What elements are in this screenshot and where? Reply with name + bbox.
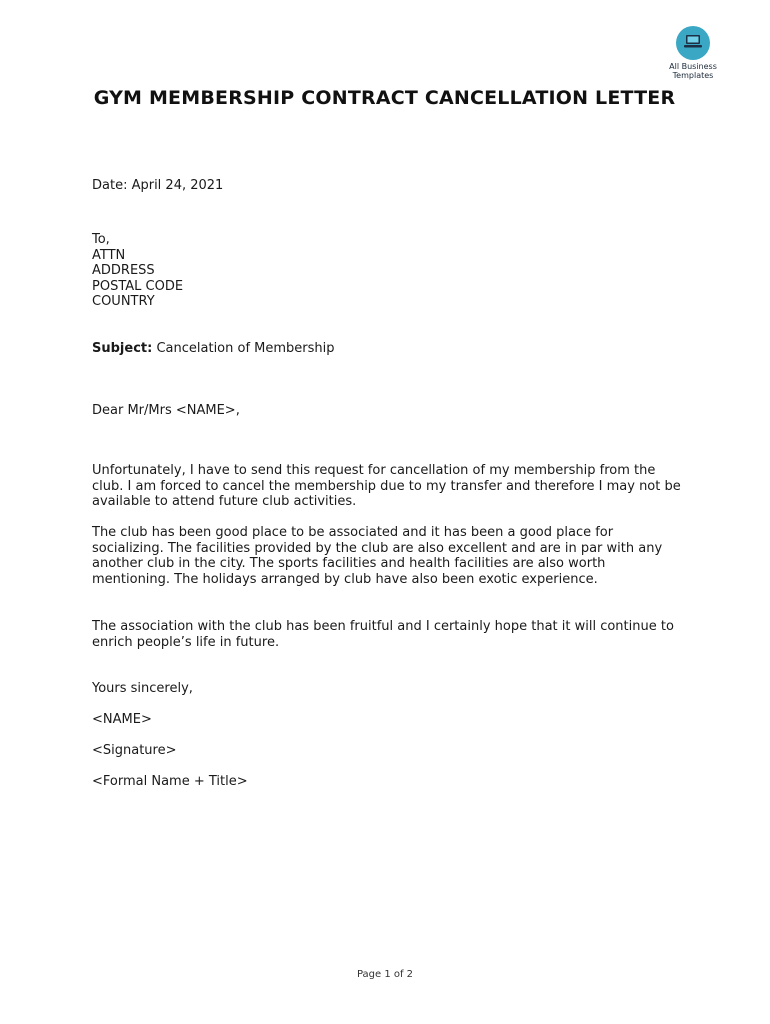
- subject-label: Subject:: [92, 341, 153, 356]
- page-number: Page 1 of 2: [356, 969, 414, 980]
- logo-line-2: Templates: [672, 71, 714, 80]
- sender-signature: <Signature>: [92, 743, 177, 758]
- letter-date: Date: April 24, 2021: [92, 178, 224, 193]
- letter-title: GYM MEMBERSHIP CONTRACT CANCELLATION LETTER: [93, 87, 676, 109]
- body-paragraph-2: The club has been good place to be associated and it has been a good place for socializing. The facilities provided by the club are also excellent and are in par with any another club in the city. The sports facilities and health facilities are also worth mentioning. The holidays arranged by club have also been exotic experience.: [92, 525, 663, 587]
- laptop-icon: [676, 26, 710, 60]
- salutation: Dear Mr/Mrs <NAME>,: [92, 403, 240, 418]
- sender-name: <NAME>: [92, 712, 152, 727]
- recipient-line-postal-code: POSTAL CODE: [92, 279, 184, 294]
- brand-logo: [664, 26, 722, 80]
- closing: Yours sincerely,: [92, 681, 193, 696]
- recipient-line-address: ADDRESS: [92, 263, 155, 278]
- body-paragraph-1: Unfortunately, I have to send this request for cancellation of my membership from the club. I am forced to cancel the membership due to my transfer and therefore I may not be available to attend future club activities.: [92, 463, 681, 510]
- subject-text: Cancelation of Membership: [152, 341, 335, 356]
- body-paragraph-3: The association with the club has been fruitful and I certainly hope that it will continue to enrich people’s life in future.: [92, 619, 674, 650]
- logo-text: [664, 62, 722, 80]
- subject-line: [92, 341, 335, 357]
- recipient-line-attn: ATTN: [92, 248, 126, 263]
- recipient-line-country: COUNTRY: [92, 294, 155, 309]
- logo-line-1: All Business: [669, 62, 717, 71]
- sender-formal-name: <Formal Name + Title>: [92, 774, 248, 789]
- recipient-line-to: To,: [92, 232, 110, 247]
